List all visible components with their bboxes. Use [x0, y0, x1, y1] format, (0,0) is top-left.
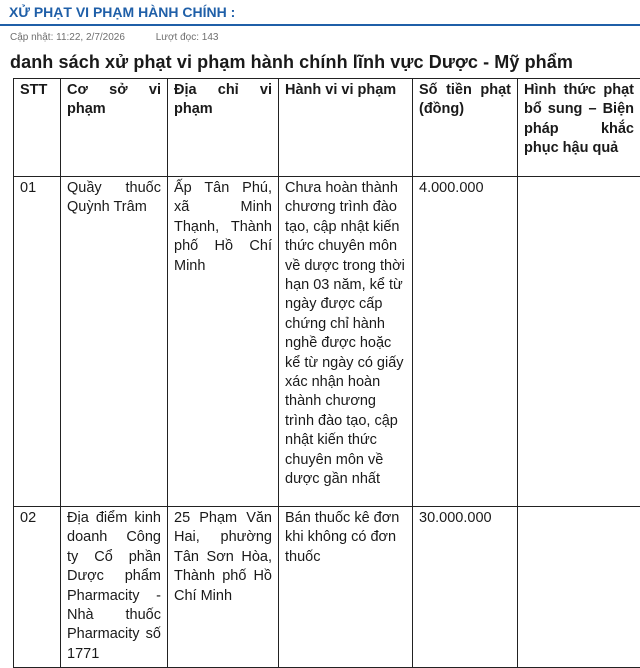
- cell-facility: Quầy thuốc Quỳnh Trâm: [61, 177, 168, 507]
- column-header-address: Địa chỉ vi phạm: [168, 79, 279, 177]
- section-header: [0, 0, 640, 26]
- view-count: Lượt đọc: 143: [156, 32, 219, 43]
- cell-fine: 4.000.000: [413, 177, 518, 507]
- column-header-fine: Số tiền phạt (đồng): [413, 79, 518, 177]
- cell-stt: 02: [14, 507, 61, 668]
- column-header-additional-penalty: Hình thức phạt bổ sung – Biện pháp khắc phục hậu quả: [518, 79, 640, 177]
- table-row: [14, 507, 640, 668]
- article-meta: [10, 32, 218, 43]
- cell-fine: 30.000.000: [413, 507, 518, 668]
- column-header-violation: Hành vi vi phạm: [279, 79, 413, 177]
- column-header-stt: STT: [14, 79, 61, 177]
- cell-additional-penalty: [518, 177, 640, 507]
- penalty-table: [13, 78, 640, 668]
- cell-facility: Địa điểm kinh doanh Công ty Cổ phần Dược phẩm Pharmacity - Nhà thuốc Pharmacity số 1771: [61, 507, 168, 668]
- cell-violation: Bán thuốc kê đơn khi không có đơn thuốc: [279, 507, 413, 668]
- cell-address: Ấp Tân Phú, xã Minh Thạnh, Thành phố Hồ Chí Minh: [168, 177, 279, 507]
- cell-violation: Chưa hoàn thành chương trình đào tạo, cập nhật kiến thức chuyên môn về dược trong thời hạn 03 năm, kể từ ngày được cấp chứng chỉ hành nghề được hoặc kể từ ngày có giấy xác nhận hoàn thành chương trình đào tạo, cập nhật kiến thức chuyên môn về dược gần nhất: [279, 177, 413, 507]
- cell-additional-penalty: [518, 507, 640, 668]
- column-header-facility: Cơ sở vi phạm: [61, 79, 168, 177]
- updated-timestamp: Cập nhật: 11:22, 2/7/2026: [10, 32, 125, 43]
- section-title: XỬ PHẠT VI PHẠM HÀNH CHÍNH :: [9, 4, 235, 20]
- cell-stt: 01: [14, 177, 61, 507]
- table-header-row: [14, 79, 640, 177]
- table-row: [14, 177, 640, 507]
- document-title: danh sách xử phạt vi phạm hành chính lĩnh vực Dược - Mỹ phẩm: [10, 52, 573, 73]
- cell-address: 25 Phạm Văn Hai, phường Tân Sơn Hòa, Thành phố Hồ Chí Minh: [168, 507, 279, 668]
